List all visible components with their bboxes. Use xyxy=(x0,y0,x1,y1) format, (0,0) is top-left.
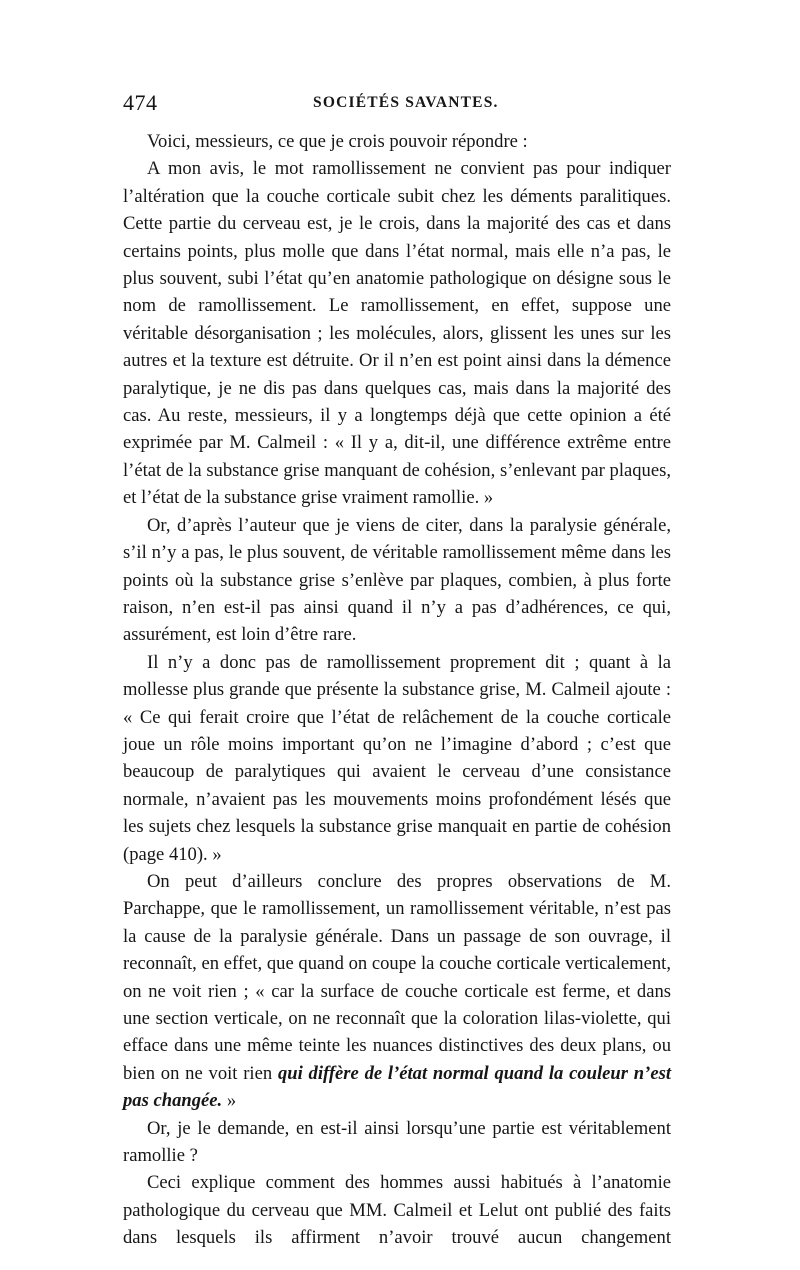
paragraph-ramollissement: A mon avis, le mot ramollissement ne convient pas pour indiquer l’altération que la couche corticale subit chez les déments paralitiques. Cette partie du cerveau est, je le crois, dans la majorité des cas et dans certains points, plus molle que dans l’état normal, mais elle n’a pas, le plus souvent, subi l’état qu’en anatomie pathologique on désigne sous le nom de ramollissement. Le ramollissement, en effet, suppose une véritable désorganisation ; les molécules, alors, glissent les unes sur les autres et la texture est détruite. Or il n’en est point ainsi dans la démence paralytique, je ne dis pas dans quelques cas, mais dans la majorité des cas. Au reste, messieurs, il y a longtemps déjà que cette opinion a été exprimée par M. Calmeil : « Il y a, dit-il, une différence extrême entre l’état de la substance grise manquant de cohésion, s’enlevant par plaques, et l’état de la substance grise vraiment ramollie. » xyxy=(123,158,671,509)
page-header xyxy=(123,90,671,124)
paragraph-conclusion: Ceci explique comment des hommes aussi habitués à l’anatomie pathologique du cerveau que MM. Calmeil et Lelut ont publié des faits dans lesquels ils affirment n’avoir trouvé aucun changement xyxy=(123,1172,671,1249)
paragraph-parchappe xyxy=(123,868,671,1115)
page-number: 474 xyxy=(123,90,158,115)
running-head: SOCIÉTÉS SAVANTES. xyxy=(313,94,499,111)
paragraph-mollesse: Il n’y a donc pas de ramollissement proprement dit ; quant à la mollesse plus grande que présente la substance grise, M. Calmeil ajoute : « Ce qui ferait croire que l’état de relâchement de la couche corticale joue un rôle moins important qu’on ne l’imagine d’abord ; c’est que beaucoup de paralytiques qui avaient le cerveau d’une consistance normale, n’avaient pas les mouvements moins profondément lésés que les sujets chez lesquels la substance grise manquait en partie de cohésion (page 410). » xyxy=(123,651,671,865)
page-body xyxy=(123,128,671,1252)
paragraph-parchappe-text: On peut d’ailleurs conclure des propres observations de M. Parchappe, que le ramollissement, un ramollissement véritable, n’est pas la cause de la paralysie générale. Dans un passage de son ouvrage, il reconnaît, en effet, que quand on coupe la couche corticale verticalement, on ne voit rien ; « car la surface de couche corticale est ferme, et dans une section verticale, on ne reconnaît que la coloration lilas-violette, qui efface dans une même teinte les nuances distinctives des deux plans, ou bien on ne voit rien xyxy=(123,870,671,1084)
paragraph-question: Or, je le demande, en est-il ainsi lorsqu’une partie est véritablement ramollie ? xyxy=(123,1117,671,1167)
paragraph-calmeil-citation: Or, d’après l’auteur que je viens de citer, dans la paralysie générale, s’il n’y a pas, le plus souvent, de véritable ramollissement même dans les points où la substance grise s’enlève par plaques, combien, à plus forte raison, n’en est-il pas ainsi quand il n’y a pas d’adhérences, ce qui, assurément, est loin d’être rare. xyxy=(123,514,671,646)
emphasis-quote: qui diffère de l’état normal quand la couleur n’est pas changée. xyxy=(123,1062,671,1112)
paragraph-parchappe-tail: » xyxy=(222,1090,237,1112)
paragraph-opening: Voici, messieurs, ce que je crois pouvoir répondre : xyxy=(147,131,528,152)
